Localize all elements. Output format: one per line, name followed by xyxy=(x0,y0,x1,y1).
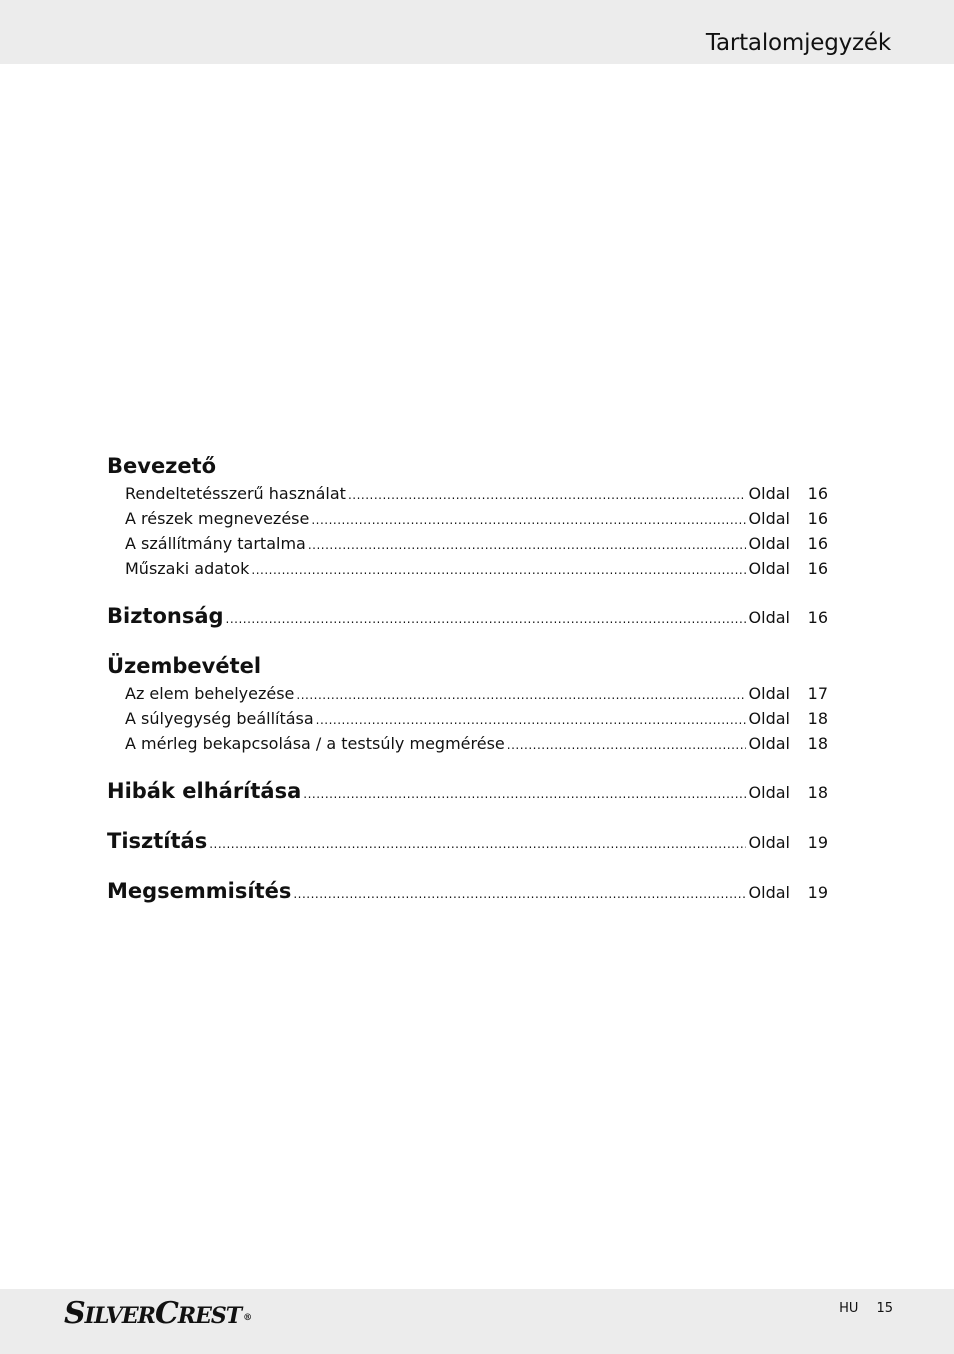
footer-page-number: 15 xyxy=(876,1301,893,1316)
toc-entry[interactable] xyxy=(107,731,828,756)
toc-entry[interactable] xyxy=(107,556,828,581)
toc-entry-label: A súlyegység beállítása xyxy=(125,709,314,728)
page-word: Oldal xyxy=(748,608,790,627)
page-number: 16 xyxy=(807,559,828,578)
page-number: 17 xyxy=(807,684,828,703)
registered-mark: ® xyxy=(243,1313,252,1323)
page-word: Oldal xyxy=(748,684,790,703)
page-number: 16 xyxy=(807,534,828,553)
toc-section-title: Biztonság xyxy=(107,604,224,628)
section-gap xyxy=(107,631,828,651)
logo-letters: REST xyxy=(177,1303,242,1329)
section-gap xyxy=(107,581,828,601)
page-title: Tartalomjegyzék xyxy=(705,30,891,56)
page-number: 18 xyxy=(807,783,828,802)
section-gap xyxy=(107,756,828,776)
toc-entry[interactable] xyxy=(107,531,828,556)
language-code: HU xyxy=(839,1301,859,1316)
dot-leader xyxy=(316,708,746,733)
dot-leader xyxy=(251,558,745,583)
toc-section-title: Üzembevétel xyxy=(107,654,262,678)
toc-entry-label: A szállítmány tartalma xyxy=(125,534,306,553)
toc-entry-label: Műszaki adatok xyxy=(125,559,250,578)
section-gap xyxy=(107,806,828,826)
toc-entry[interactable] xyxy=(107,601,828,631)
dot-leader xyxy=(348,483,746,508)
toc-entry[interactable] xyxy=(107,776,828,806)
toc-entry-label: A részek megnevezése xyxy=(125,509,310,528)
page-word: Oldal xyxy=(748,559,790,578)
toc-entry[interactable] xyxy=(107,681,828,706)
section-gap xyxy=(107,856,828,876)
page-number: 16 xyxy=(807,608,828,627)
dot-leader xyxy=(308,533,746,558)
dot-leader xyxy=(293,879,745,909)
dot-leader xyxy=(311,508,745,533)
silvercrest-logo xyxy=(64,1296,251,1334)
toc-section-title: Tisztítás xyxy=(107,829,208,853)
page-word: Oldal xyxy=(748,883,790,902)
logo-letter: S xyxy=(64,1296,85,1331)
page-number: 16 xyxy=(807,509,828,528)
toc-entry[interactable] xyxy=(107,826,828,856)
toc-entry[interactable] xyxy=(107,706,828,731)
page-number: 18 xyxy=(807,709,828,728)
page-number: 16 xyxy=(807,484,828,503)
dot-leader xyxy=(226,604,746,634)
page-number: 19 xyxy=(807,883,828,902)
logo-letter: C xyxy=(154,1296,178,1331)
page-word: Oldal xyxy=(748,534,790,553)
page-word: Oldal xyxy=(748,833,790,852)
dot-leader xyxy=(303,779,745,809)
toc-entry[interactable] xyxy=(107,481,828,506)
page-word: Oldal xyxy=(748,734,790,753)
page-word: Oldal xyxy=(748,509,790,528)
toc-section-title: Hibák elhárítása xyxy=(107,779,302,803)
dot-leader xyxy=(507,733,746,758)
logo-letters: ILVER xyxy=(84,1303,155,1329)
toc-entry-label: Rendeltetésszerű használat xyxy=(125,484,346,503)
toc-entry[interactable] xyxy=(107,506,828,531)
page-word: Oldal xyxy=(748,484,790,503)
toc-section-title: Megsemmisítés xyxy=(107,879,292,903)
page-number: 19 xyxy=(807,833,828,852)
page-word: Oldal xyxy=(748,783,790,802)
page-number: 18 xyxy=(807,734,828,753)
dot-leader xyxy=(296,683,745,708)
toc-entry-label: Az elem behelyezése xyxy=(125,684,295,703)
dot-leader xyxy=(209,829,745,859)
page-word: Oldal xyxy=(748,709,790,728)
toc-entry-label: A mérleg bekapcsolása / a testsúly megmérése xyxy=(125,734,505,753)
page-info xyxy=(839,1301,893,1317)
table-of-contents xyxy=(107,451,828,906)
toc-entry[interactable] xyxy=(107,876,828,906)
toc-section-title: Bevezető xyxy=(107,454,217,478)
